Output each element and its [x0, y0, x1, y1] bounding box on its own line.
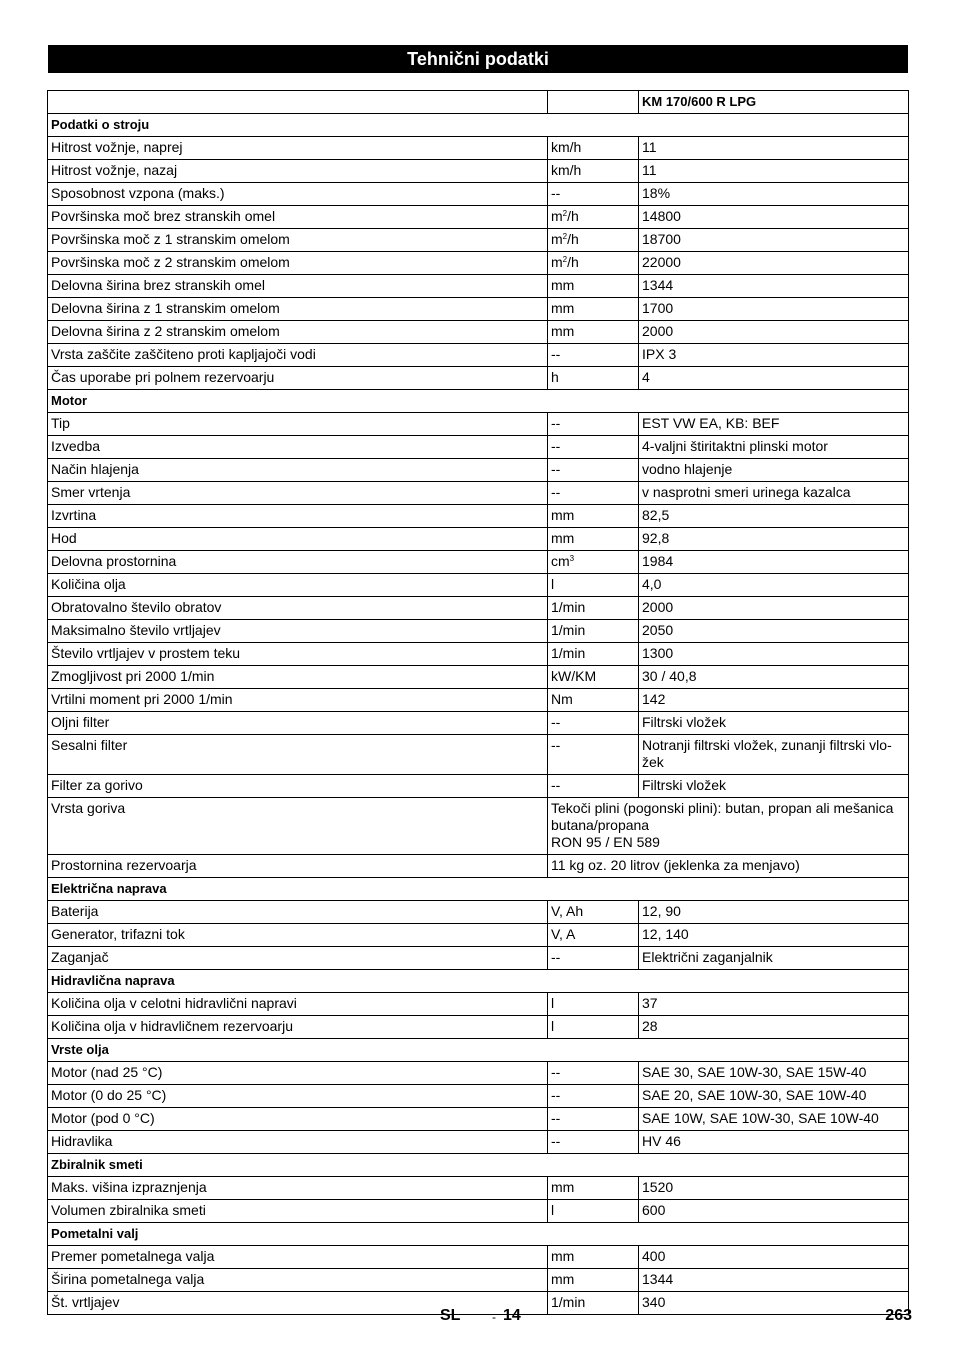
table-row	[48, 1062, 909, 1085]
row-unit	[548, 482, 639, 505]
row-unit	[548, 1131, 639, 1154]
unit-text: mm	[551, 323, 575, 339]
unit-text: mm	[551, 507, 575, 523]
row-unit	[548, 775, 639, 798]
table-row	[48, 1016, 909, 1039]
row-value: SAE 10W, SAE 10W-30, SAE 10W-40	[639, 1108, 909, 1131]
section-header-row	[48, 1154, 909, 1177]
unit-suffix: /h	[567, 208, 579, 224]
value-line: Tekoči plini (pogonski plini): butan, propan ali mešanica	[551, 800, 894, 816]
row-unit	[548, 947, 639, 970]
table-row	[48, 901, 909, 924]
row-unit	[548, 620, 639, 643]
row-label: Sesalni filter	[48, 735, 548, 775]
row-value: vodno hlajenje	[639, 459, 909, 482]
table-row	[48, 1108, 909, 1131]
table-row	[48, 947, 909, 970]
row-unit	[548, 160, 639, 183]
unit-text: km/h	[551, 139, 582, 155]
row-label: Vrtilni moment pri 2000 1/min	[48, 689, 548, 712]
row-value: SAE 30, SAE 10W-30, SAE 15W-40	[639, 1062, 909, 1085]
unit-text: l	[551, 576, 555, 592]
unit-text: km/h	[551, 162, 582, 178]
table-row	[48, 993, 909, 1016]
row-value: 12, 140	[639, 924, 909, 947]
unit-text: --	[551, 714, 561, 730]
row-unit	[548, 229, 639, 252]
row-label: Širina pometalnega valja	[48, 1269, 548, 1292]
table-row	[48, 855, 909, 878]
unit-text: 1/min	[551, 622, 586, 638]
footer-dash: -	[492, 1310, 496, 1324]
section-header-row	[48, 1223, 909, 1246]
row-unit	[548, 344, 639, 367]
unit-text: --	[551, 777, 561, 793]
row-label: Izvedba	[48, 436, 548, 459]
row-value: 4,0	[639, 574, 909, 597]
table-row	[48, 160, 909, 183]
unit-text: mm	[551, 300, 575, 316]
row-unit	[548, 901, 639, 924]
row-unit	[548, 459, 639, 482]
row-label: Način hlajenja	[48, 459, 548, 482]
row-unit	[548, 413, 639, 436]
row-label: Število vrtljajev v prostem teku	[48, 643, 548, 666]
spec-table	[47, 90, 909, 1315]
row-unit	[548, 298, 639, 321]
row-unit	[548, 321, 639, 344]
row-label: Količina olja v hidravličnem rezervoarju	[48, 1016, 548, 1039]
row-label: Količina olja	[48, 574, 548, 597]
unit-superscript: 2	[562, 255, 568, 264]
value-line: butana/propana	[551, 817, 650, 833]
section-title: Vrste olja	[48, 1039, 909, 1062]
row-value: 18700	[639, 229, 909, 252]
table-row	[48, 298, 909, 321]
section-title: Pometalni valj	[48, 1223, 909, 1246]
table-row	[48, 229, 909, 252]
unit-text: m	[551, 254, 563, 270]
row-unit	[548, 367, 639, 390]
row-label: Oljni filter	[48, 712, 548, 735]
table-row	[48, 689, 909, 712]
row-unit	[548, 1200, 639, 1223]
row-unit	[548, 1177, 639, 1200]
row-value: 11	[639, 160, 909, 183]
row-value: 30 / 40,8	[639, 666, 909, 689]
unit-superscript: 2	[562, 209, 568, 218]
unit-superscript: 3	[569, 554, 575, 563]
row-value: 1300	[639, 643, 909, 666]
unit-text: mm	[551, 1248, 575, 1264]
table-row	[48, 459, 909, 482]
section-header-row	[48, 114, 909, 137]
row-value: SAE 20, SAE 10W-30, SAE 10W-40	[639, 1085, 909, 1108]
row-label: Maksimalno število vrtljajev	[48, 620, 548, 643]
row-unit	[548, 183, 639, 206]
table-row	[48, 1131, 909, 1154]
row-value	[639, 735, 909, 775]
value-line: žek	[642, 754, 664, 770]
table-row	[48, 574, 909, 597]
row-value: 2000	[639, 597, 909, 620]
row-value: 11	[639, 137, 909, 160]
unit-text: --	[551, 438, 561, 454]
table-row	[48, 1177, 909, 1200]
table-row	[48, 321, 909, 344]
row-unit	[548, 574, 639, 597]
row-label: Motor (pod 0 °C)	[48, 1108, 548, 1131]
table-row	[48, 436, 909, 459]
row-label: Motor (nad 25 °C)	[48, 1062, 548, 1085]
table-row	[48, 413, 909, 436]
unit-text: m	[551, 208, 563, 224]
table-row	[48, 924, 909, 947]
row-unit	[548, 735, 639, 775]
row-value: 400	[639, 1246, 909, 1269]
footer-page-number: 263	[885, 1307, 912, 1324]
row-label: Filter za gorivo	[48, 775, 548, 798]
unit-suffix: /h	[567, 254, 579, 270]
row-unit	[548, 1062, 639, 1085]
row-label: Vrsta goriva	[48, 798, 548, 855]
row-unit	[548, 137, 639, 160]
table-row	[48, 666, 909, 689]
table-row	[48, 620, 909, 643]
row-value: 28	[639, 1016, 909, 1039]
row-label: Hidravlika	[48, 1131, 548, 1154]
section-title: Motor	[48, 390, 909, 413]
model-name: KM 170/600 R LPG	[639, 91, 909, 114]
row-value: 18%	[639, 183, 909, 206]
row-unit	[548, 505, 639, 528]
table-row	[48, 1246, 909, 1269]
unit-text: --	[551, 185, 561, 201]
row-unit	[548, 1016, 639, 1039]
unit-text: l	[551, 1018, 555, 1034]
unit-text: 1/min	[551, 599, 586, 615]
section-title: Podatki o stroju	[48, 114, 909, 137]
row-value: 600	[639, 1200, 909, 1223]
row-value: 2050	[639, 620, 909, 643]
row-value: 1984	[639, 551, 909, 574]
row-unit	[548, 275, 639, 298]
unit-text: l	[551, 995, 555, 1011]
unit-text: l	[551, 1202, 555, 1218]
table-row	[48, 775, 909, 798]
row-label: Delovna širina z 2 stranskim omelom	[48, 321, 548, 344]
footer-language: SL	[440, 1307, 461, 1324]
row-unit	[548, 1246, 639, 1269]
row-unit	[548, 712, 639, 735]
row-unit	[548, 528, 639, 551]
section-header-row	[48, 390, 909, 413]
row-unit	[548, 1292, 639, 1315]
row-unit	[548, 551, 639, 574]
row-label: Hitrost vožnje, nazaj	[48, 160, 548, 183]
row-label: Zmogljivost pri 2000 1/min	[48, 666, 548, 689]
table-row	[48, 137, 909, 160]
unit-text: Nm	[551, 691, 573, 707]
row-label: Generator, trifazni tok	[48, 924, 548, 947]
table-row	[48, 1200, 909, 1223]
unit-text: --	[551, 415, 561, 431]
row-value: 14800	[639, 206, 909, 229]
row-value: 82,5	[639, 505, 909, 528]
value-line: Notranji filtrski vložek, zunanji filtrski vlo-	[642, 737, 892, 753]
row-value: 12, 90	[639, 901, 909, 924]
section-header-row	[48, 970, 909, 993]
table-row	[48, 252, 909, 275]
value-line: 11 kg oz. 20 litrov (jeklenka za menjavo)	[551, 857, 800, 873]
footer-section-page: 14	[503, 1307, 521, 1324]
unit-text: kW/KM	[551, 668, 597, 684]
value-line: RON 95 / EN 589	[551, 834, 660, 850]
unit-text: --	[551, 484, 561, 500]
row-value: HV 46	[639, 1131, 909, 1154]
unit-text: cm	[551, 553, 570, 569]
unit-text: mm	[551, 1179, 575, 1195]
row-label: Volumen zbiralnika smeti	[48, 1200, 548, 1223]
unit-text: mm	[551, 277, 575, 293]
table-row	[48, 1269, 909, 1292]
row-value: 92,8	[639, 528, 909, 551]
row-value: 4	[639, 367, 909, 390]
unit-text: --	[551, 1133, 561, 1149]
row-value: 1344	[639, 275, 909, 298]
table-row	[48, 712, 909, 735]
row-label: Premer pometalnega valja	[48, 1246, 548, 1269]
row-unit	[548, 597, 639, 620]
header-label-cell	[48, 91, 548, 114]
table-row	[48, 1085, 909, 1108]
table-row	[48, 344, 909, 367]
row-value: 22000	[639, 252, 909, 275]
unit-text: V, A	[551, 926, 576, 942]
row-value: 1520	[639, 1177, 909, 1200]
row-label: Čas uporabe pri polnem rezervoarju	[48, 367, 548, 390]
table-row	[48, 275, 909, 298]
table-row	[48, 482, 909, 505]
unit-text: h	[551, 369, 559, 385]
row-label: Tip	[48, 413, 548, 436]
unit-text: 1/min	[551, 645, 586, 661]
row-value: 37	[639, 993, 909, 1016]
row-value: 142	[639, 689, 909, 712]
unit-text: --	[551, 737, 561, 753]
row-value: 1700	[639, 298, 909, 321]
row-label: Površinska moč brez stranskih omel	[48, 206, 548, 229]
row-label: Hod	[48, 528, 548, 551]
row-value: EST VW EA, KB: BEF	[639, 413, 909, 436]
unit-text: --	[551, 949, 561, 965]
row-unit	[548, 643, 639, 666]
row-unit	[548, 689, 639, 712]
row-label: Motor (0 do 25 °C)	[48, 1085, 548, 1108]
row-unit	[548, 252, 639, 275]
row-value: 1344	[639, 1269, 909, 1292]
table-row	[48, 367, 909, 390]
table-row	[48, 505, 909, 528]
row-value: v nasprotni smeri urinega kazalca	[639, 482, 909, 505]
unit-suffix: /h	[567, 231, 579, 247]
row-value: IPX 3	[639, 344, 909, 367]
row-unit	[548, 206, 639, 229]
row-label: Izvrtina	[48, 505, 548, 528]
table-row	[48, 798, 909, 855]
row-unit	[548, 993, 639, 1016]
table-row	[48, 528, 909, 551]
table-header-row	[48, 91, 909, 114]
row-unit	[548, 924, 639, 947]
table-row	[48, 206, 909, 229]
table-row	[48, 735, 909, 775]
table-row	[48, 183, 909, 206]
section-title: Hidravlična naprava	[48, 970, 909, 993]
row-value	[548, 855, 909, 878]
row-value: 4-valjni štiritaktni plinski motor	[639, 436, 909, 459]
row-label: Površinska moč z 2 stranskim omelom	[48, 252, 548, 275]
unit-text: --	[551, 1064, 561, 1080]
unit-superscript: 2	[562, 232, 568, 241]
row-unit	[548, 1269, 639, 1292]
unit-text: --	[551, 1087, 561, 1103]
row-label: Zaganjač	[48, 947, 548, 970]
row-value: 340	[639, 1292, 909, 1315]
table-row	[48, 597, 909, 620]
unit-text: V, Ah	[551, 903, 584, 919]
unit-text: m	[551, 231, 563, 247]
row-label: Površinska moč z 1 stranskim omelom	[48, 229, 548, 252]
row-label: Št. vrtljajev	[48, 1292, 548, 1315]
row-value: 2000	[639, 321, 909, 344]
row-value: Električni zaganjalnik	[639, 947, 909, 970]
section-title: Zbiralnik smeti	[48, 1154, 909, 1177]
section-title: Električna naprava	[48, 878, 909, 901]
unit-text: mm	[551, 1271, 575, 1287]
table-row	[48, 643, 909, 666]
unit-text: 1/min	[551, 1294, 586, 1310]
row-label: Vrsta zaščite zaščiteno proti kapljajoči vodi	[48, 344, 548, 367]
row-label: Delovna širina brez stranskih omel	[48, 275, 548, 298]
row-value	[548, 798, 909, 855]
unit-text: --	[551, 346, 561, 362]
row-value: Filtrski vložek	[639, 712, 909, 735]
table-row	[48, 551, 909, 574]
row-label: Maks. višina izpraznjenja	[48, 1177, 548, 1200]
unit-text: --	[551, 1110, 561, 1126]
unit-text: mm	[551, 530, 575, 546]
row-label: Delovna širina z 1 stranskim omelom	[48, 298, 548, 321]
row-label: Smer vrtenja	[48, 482, 548, 505]
table-row	[48, 1292, 909, 1315]
row-unit	[548, 1108, 639, 1131]
row-label: Količina olja v celotni hidravlični napravi	[48, 993, 548, 1016]
unit-text: --	[551, 461, 561, 477]
row-label: Obratovalno število obratov	[48, 597, 548, 620]
row-label: Sposobnost vzpona (maks.)	[48, 183, 548, 206]
row-label: Delovna prostornina	[48, 551, 548, 574]
header-unit-cell	[548, 91, 639, 114]
row-label: Prostornina rezervoarja	[48, 855, 548, 878]
section-header-row	[48, 1039, 909, 1062]
row-unit	[548, 1085, 639, 1108]
row-unit	[548, 666, 639, 689]
section-header-row	[48, 878, 909, 901]
row-label: Hitrost vožnje, naprej	[48, 137, 548, 160]
row-value: Filtrski vložek	[639, 775, 909, 798]
page-title: Tehnični podatki	[48, 45, 908, 73]
row-label: Baterija	[48, 901, 548, 924]
row-unit	[548, 436, 639, 459]
